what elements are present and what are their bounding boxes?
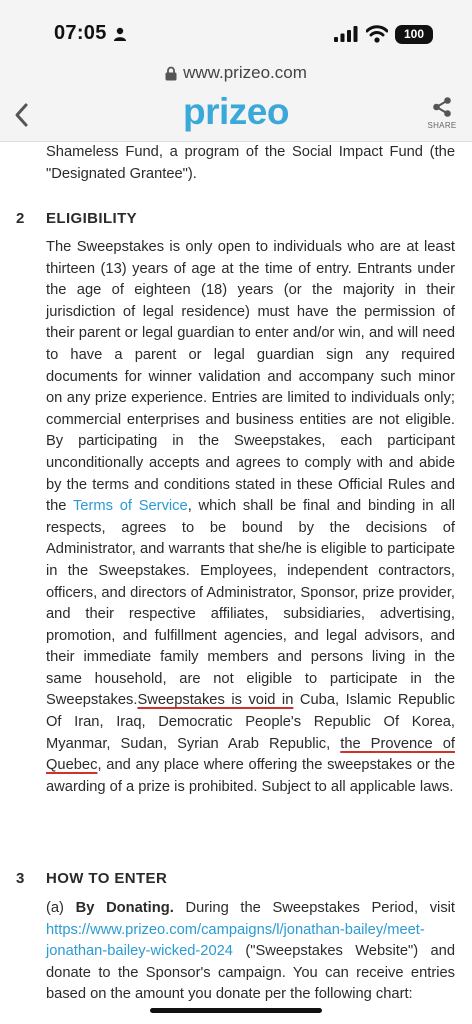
prizeo-logo[interactable]: prizeo (183, 91, 289, 132)
cellular-signal-icon (334, 26, 358, 42)
eligibility-paragraph: The Sweepstakes is only open to individuals who are at least thirteen (13) years of age at the time of entry. Entrants under the age of eighteen (18) years (or the majority in their jurisdiction of legal residence) must have the permission of their parent or legal guardian to enter and/or win, and will need to have a parent or legal guardian sign any required documents for winner validation and accompany such minor on any prize experience. Entries are limited to individuals only; commercial enterprises and business entities are not eligible. By participating in the Sweepstakes, each participant unconditionally accepts and agrees to comply with and abide by the terms and conditions stated in these Official Rules and the Terms of Service, which shall be final and binding in all respects, agrees to be bound by the decisions of Administrator, and warrants that she/he is eligible to participate in the Sweepstakes. Employees, independent contractors, officers, and directors of Administrator, Sponsor, prize provider, and their respective affiliates, subsidiaries, advertising, promotion, and fulfillment agencies, and legal advisors, and their immediate family members and persons living in the same household, are not eligible to participate in the Sweepstakes.Sweepstakes is void in Cuba, Islamic Republic Of Iran, Iraq, Democratic People's Republic Of Korea, Myanmar, Sudan, Syrian Arab Republic, the Provence of Quebec, and any place where offering the sweepstakes or the awarding of a prize is prohibited. Subject to all applicable laws. (46, 239, 456, 795)
status-bar (0, 0, 472, 60)
battery-indicator: 100 (395, 25, 433, 44)
person-icon (113, 27, 127, 41)
quebec-highlight: the Provence of Quebec (46, 735, 455, 774)
lock-icon (165, 66, 177, 81)
section-title-how-to-enter: HOW TO ENTER (46, 870, 168, 887)
void-in-highlight: Sweepstakes is void in (137, 692, 294, 709)
address-bar[interactable] (0, 60, 472, 88)
section-number: 3 (16, 870, 25, 887)
section-number: 2 (16, 210, 25, 227)
terms-of-service-link[interactable]: Terms of Service (72, 498, 188, 515)
app-header (0, 88, 472, 142)
rules-content[interactable] (0, 142, 472, 1024)
intro-paragraph: Shameless Fund, a program of the Social Impact Fund (the "Designated Grantee"). (46, 144, 455, 182)
share-icon (431, 96, 453, 118)
section-title-eligibility: ELIGIBILITY (46, 210, 138, 227)
url-text: www.prizeo.com (183, 63, 307, 82)
home-indicator[interactable] (150, 1008, 322, 1013)
sweepstakes-website-link[interactable]: https://www.prizeo.com/campaigns/l/jonathan-bailey/meet-jonathan-bailey-wicked-2024 (46, 921, 425, 960)
share-label: SHARE (427, 121, 457, 130)
share-button[interactable] (422, 96, 462, 140)
how-to-enter-paragraph: (a) By Donating. During the Sweepstakes Period, visit https://www.prizeo.com/campaigns/l/jonathan-bailey/meet-jonathan-bailey-wicked-2024 ("Sweepstakes Website") and donate to the Sponsor's campaign. You can receive entries based on the amount you donate per the following chart: (46, 900, 456, 1003)
wifi-icon (366, 25, 388, 43)
status-time: 07:05 (54, 22, 107, 44)
